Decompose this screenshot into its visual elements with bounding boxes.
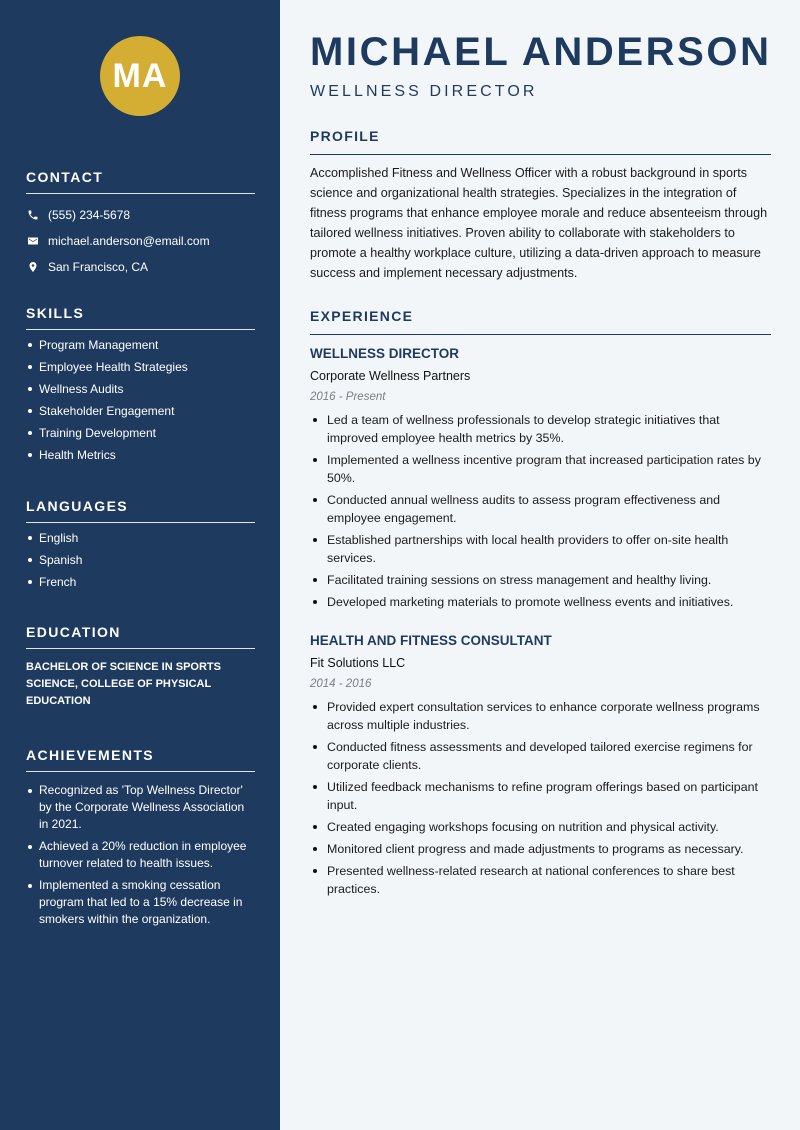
contact-location bbox=[26, 259, 255, 274]
contact-phone bbox=[26, 207, 255, 222]
skill-item: Stakeholder Engagement bbox=[26, 404, 255, 418]
contact-heading: CONTACT bbox=[26, 169, 255, 194]
location-text: San Francisco, CA bbox=[48, 259, 149, 274]
job-bullet: Conducted annual wellness audits to assess program effectiveness and employee engagement. bbox=[310, 491, 771, 527]
job-bullet: Implemented a wellness incentive program that increased participation rates by 50%. bbox=[310, 451, 771, 487]
achievements-list bbox=[26, 782, 255, 928]
skill-item: Wellness Audits bbox=[26, 382, 255, 396]
avatar: MA bbox=[100, 36, 180, 116]
sidebar bbox=[0, 0, 280, 1130]
profile-heading: PROFILE bbox=[310, 128, 771, 155]
job-bullet: Facilitated training sessions on stress management and healthy living. bbox=[310, 571, 771, 589]
job-bullets bbox=[310, 411, 771, 611]
job-company: Corporate Wellness Partners bbox=[310, 369, 471, 383]
skill-item: Training Development bbox=[26, 426, 255, 440]
job-bullet: Presented wellness-related research at national conferences to share best practices. bbox=[310, 862, 771, 898]
skill-item: Employee Health Strategies bbox=[26, 360, 255, 374]
candidate-name: MICHAEL ANDERSON bbox=[310, 30, 772, 74]
job-company: Fit Solutions LLC bbox=[310, 656, 406, 670]
job-bullets bbox=[310, 698, 771, 898]
achievements-heading: ACHIEVEMENTS bbox=[26, 747, 255, 772]
languages-list bbox=[26, 531, 255, 589]
job-bullet: Developed marketing materials to promote wellness events and initiatives. bbox=[310, 593, 771, 611]
job-entry-title: HEALTH AND FITNESS CONSULTANT bbox=[310, 633, 552, 648]
achievement-item: Recognized as 'Top Wellness Director' by the Corporate Wellness Association in 2021. bbox=[26, 782, 255, 833]
achievement-item: Implemented a smoking cessation program that led to a 15% decrease in smokers within the organization. bbox=[26, 877, 255, 928]
mail-icon bbox=[26, 234, 39, 247]
phone-text: (555) 234-5678 bbox=[48, 207, 131, 222]
phone-icon bbox=[26, 208, 39, 221]
language-item: Spanish bbox=[26, 553, 255, 567]
contact-section bbox=[26, 169, 255, 274]
job-dates: 2014 - 2016 bbox=[310, 678, 372, 690]
education-degree: BACHELOR OF SCIENCE IN SPORTS SCIENCE, COLLEGE OF PHYSICAL EDUCATION bbox=[26, 661, 221, 707]
job-bullet: Led a team of wellness professionals to develop strategic initiatives that improved employee health metrics by 35%. bbox=[310, 411, 771, 447]
job-bullet: Established partnerships with local health providers to offer on-site health services. bbox=[310, 531, 771, 567]
languages-heading: LANGUAGES bbox=[26, 498, 255, 523]
language-item: English bbox=[26, 531, 255, 545]
job-bullet: Created engaging workshops focusing on nutrition and physical activity. bbox=[310, 818, 771, 836]
language-item: French bbox=[26, 575, 255, 589]
job-dates: 2016 - Present bbox=[310, 391, 386, 403]
achievement-item: Achieved a 20% reduction in employee turnover related to health issues. bbox=[26, 838, 255, 872]
job-entry bbox=[310, 346, 771, 615]
email-text: michael.anderson@email.com bbox=[48, 233, 210, 248]
languages-section bbox=[26, 498, 255, 589]
job-entry bbox=[310, 633, 771, 902]
skills-section bbox=[26, 305, 255, 462]
achievements-section bbox=[26, 747, 255, 928]
location-pin-icon bbox=[26, 260, 39, 273]
skill-item: Health Metrics bbox=[26, 448, 255, 462]
job-title: WELLNESS DIRECTOR bbox=[310, 83, 538, 100]
skills-heading: SKILLS bbox=[26, 305, 255, 330]
experience-heading: EXPERIENCE bbox=[310, 308, 771, 335]
contact-email bbox=[26, 233, 255, 248]
job-entry-title: WELLNESS DIRECTOR bbox=[310, 346, 460, 361]
skills-list bbox=[26, 338, 255, 462]
profile-text: Accomplished Fitness and Wellness Officer with a robust background in sports science and organizational health strategies. Specializes in the integration of fitness programs that enhance employee morale and reduce absenteeism through tailored wellness initiatives. Proven ability to collaborate with stakeholders to promote a healthy workplace culture, utilizing a data-driven approach to measure success and implement necessary adjustments. bbox=[310, 166, 768, 280]
education-section bbox=[26, 624, 255, 710]
education-heading: EDUCATION bbox=[26, 624, 255, 649]
job-bullet: Monitored client progress and made adjustments to programs as necessary. bbox=[310, 840, 771, 858]
job-bullet: Conducted fitness assessments and developed tailored exercise regimens for corporate clients. bbox=[310, 738, 771, 774]
job-bullet: Provided expert consultation services to enhance corporate wellness programs across multiple industries. bbox=[310, 698, 771, 734]
skill-item: Program Management bbox=[26, 338, 255, 352]
job-bullet: Utilized feedback mechanisms to refine program offerings based on participant input. bbox=[310, 778, 771, 814]
